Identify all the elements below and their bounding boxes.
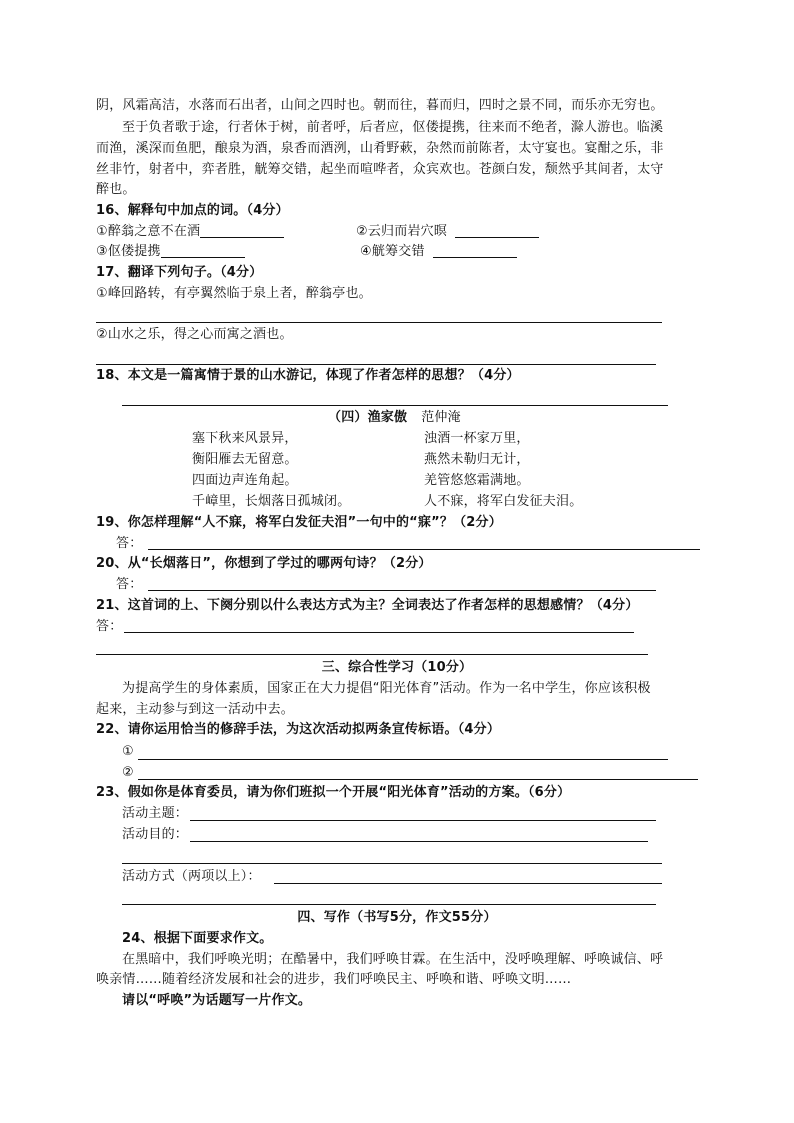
poem-title: （四）渔家傲 <box>328 410 408 425</box>
poem-left-3: 四面边声连角起。 <box>192 473 298 488</box>
passage-line-4: 丝非竹，射者中，弈者胜，觥筹交错，起坐而喧哗者，众宾欢也。苍颜白发，颓然乎其间者，太守 <box>96 162 664 177</box>
q18-answer-line[interactable] <box>122 405 668 406</box>
q24-paragraph-1: 在黑暗中，我们呼唤光明；在酷暑中，我们呼唤甘霖。在生活中，没呼唤理解、呼唤诚信、呼 <box>122 952 664 967</box>
q21-answer-line-2[interactable] <box>96 654 648 655</box>
q17-answer-line-1[interactable] <box>96 322 662 323</box>
q23-theme-line[interactable] <box>190 820 656 821</box>
poem-right-3: 羌管悠悠霜满地。 <box>424 473 530 488</box>
q23-mode-label: 活动方式（两项以上）： <box>122 869 261 884</box>
q17-title: 17、翻译下列句子。（4分） <box>96 265 263 280</box>
q20-title: 20、从“长烟落日”，你想到了学过的哪两句诗？（2分） <box>96 556 432 571</box>
q24-title: 24、根据下面要求作文。 <box>122 931 273 946</box>
q21-answer-label: 答： <box>96 619 123 634</box>
poem-heading <box>328 408 461 428</box>
q22-number-1: ① <box>122 744 134 759</box>
poem-left-2: 衡阳雁去无留意。 <box>192 452 298 467</box>
q24-prompt: 请以“呼唤”为话题写一片作文。 <box>122 993 312 1008</box>
section3-intro-1: 为提高学生的身体素质，国家正在大力提倡“阳光体育”活动。作为一名中学生，你应该积极 <box>122 681 651 696</box>
q20-answer-line[interactable] <box>148 590 656 591</box>
q22-answer-line-1[interactable] <box>138 759 668 760</box>
q23-title: 23、假如你是体育委员，请为你们班拟一个开展“阳光体育”活动的方案。（6分） <box>96 785 571 800</box>
q17-sentence-2: ②山水之乐，得之心而寓之酒也。 <box>96 327 293 342</box>
q16-item-a <box>96 222 284 242</box>
q21-title: 21、这首词的上、下阕分别以什么表达方式为主？全词表达了作者怎样的思想感情？（4分） <box>96 598 639 613</box>
section3-title: 三、综合性学习（10分） <box>321 660 473 675</box>
q20-answer-label: 答： <box>116 577 143 592</box>
passage-line-5: 醉也。 <box>96 182 136 197</box>
poem-right-1: 浊酒一杯家万里， <box>424 431 530 446</box>
q16-item-c-text: ③伛偻提携 <box>96 244 161 259</box>
q16-answer-b[interactable] <box>455 223 539 238</box>
section3-intro-2: 起来，主动参与到这一活动中去。 <box>96 702 295 717</box>
q23-goal-line-1[interactable] <box>190 841 648 842</box>
q21-answer-line-1[interactable] <box>124 632 634 633</box>
q16-item-d <box>360 242 517 262</box>
q23-mode-line-2[interactable] <box>122 904 656 905</box>
poem-left-1: 塞下秋来风景异， <box>192 431 298 446</box>
q16-title: 16、解释句中加点的词。（4分） <box>96 203 289 218</box>
q16-answer-c[interactable] <box>161 243 245 258</box>
q16-answer-a[interactable] <box>200 223 284 238</box>
q16-item-a-text: ①醉翁之意不在酒 <box>96 224 201 239</box>
q17-answer-line-2[interactable] <box>96 364 656 365</box>
q19-answer-line[interactable] <box>148 549 700 550</box>
q16-item-b-text: ②云归而岩穴暝 <box>356 224 448 239</box>
poem-left-4: 千嶂里，长烟落日孤城闭。 <box>192 494 351 509</box>
passage-line-2: 至于负者歌于途，行者休于树，前者呼，后者应，伛偻提携，往来而不绝者，滁人游也。临溪 <box>122 120 664 135</box>
q19-answer-label: 答： <box>116 536 143 551</box>
q16-item-b <box>356 222 539 242</box>
q23-mode-line-1[interactable] <box>274 883 662 884</box>
section4-title: 四、写作（书写5分，作文55分） <box>297 910 497 925</box>
q16-answer-d[interactable] <box>433 243 517 258</box>
poem-right-2: 燕然未勒归无计， <box>424 452 530 467</box>
poem-right-4: 人不寐，将军白发征夫泪。 <box>424 494 583 509</box>
q22-number-2: ② <box>122 765 134 780</box>
q16-item-c <box>96 242 245 262</box>
passage-line-3: 而渔，溪深而鱼肥，酿泉为酒，泉香而酒洌，山肴野蔌，杂然而前陈者，太守宴也。宴酣之乐，非 <box>96 141 664 156</box>
q23-goal-line-2[interactable] <box>122 863 662 864</box>
q22-title: 22、请你运用恰当的修辞手法，为这次活动拟两条宣传标语。（4分） <box>96 722 501 737</box>
q23-theme-label: 活动主题： <box>122 806 189 821</box>
poem-author: 范仲淹 <box>421 410 461 425</box>
q22-answer-line-2[interactable] <box>138 779 698 780</box>
q24-paragraph-2: 唤亲情……随着经济发展和社会的进步，我们呼唤民主、呼唤和谐、呼唤文明…… <box>96 972 572 987</box>
q17-sentence-1: ①峰回路转，有亭翼然临于泉上者，醉翁亭也。 <box>96 286 372 301</box>
passage-line-1: 阴，风霜高洁，水落而石出者，山间之四时也。朝而往，暮而归，四时之景不同，而乐亦无穷也。 <box>96 98 664 113</box>
q16-item-d-text: ④觥筹交错 <box>360 244 425 259</box>
q19-title: 19、你怎样理解“人不寐，将军白发征夫泪”一句中的“寐”？（2分） <box>96 515 502 530</box>
q18-title: 18、本文是一篇寓情于景的山水游记，体现了作者怎样的思想？（4分） <box>96 368 520 383</box>
q23-goal-label: 活动目的： <box>122 827 189 842</box>
